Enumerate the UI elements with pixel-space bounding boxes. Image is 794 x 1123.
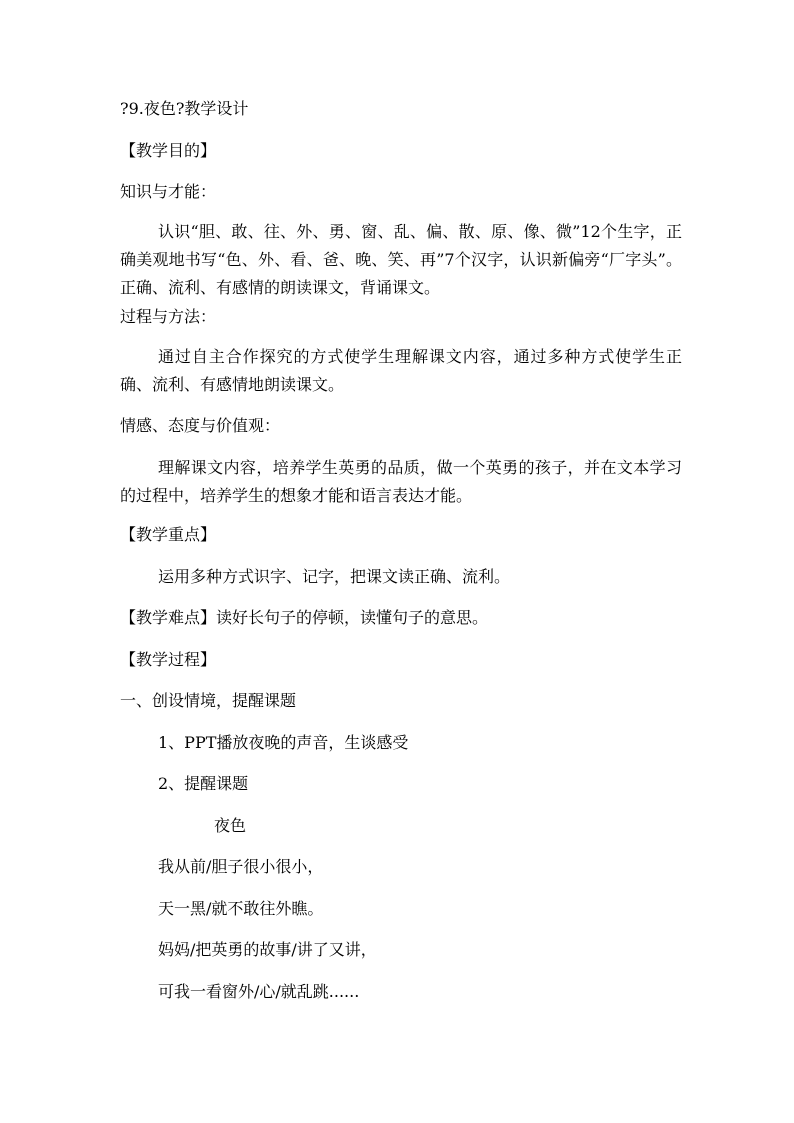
emotion-paragraph: 理解课文内容，培养学生英勇的品质，做一个英勇的孩子，并在文本学习的过程中，培养学生的想象才能和语言表达才能。 xyxy=(120,458,682,505)
sub-step-2: 2、提醒课题 xyxy=(158,774,249,793)
poem-line: 我从前/胆子很小很小， xyxy=(158,857,324,876)
sub-step-1: 1、PPT播放夜晚的声音，生谈感受 xyxy=(158,733,409,752)
document-title: ?9.夜色?教学设计 xyxy=(120,99,249,118)
step-one-heading: 一、创设情境，提醒课题 xyxy=(120,691,297,710)
poem-line: 可我一看窗外/心/就乱跳...... xyxy=(158,982,360,1001)
poem-title: 夜色 xyxy=(214,816,247,835)
knowledge-heading: 知识与才能： xyxy=(120,182,217,201)
poem-line: 天一黑/就不敢往外瞧。 xyxy=(158,899,324,918)
key-points-text: 运用多种方式识字、记字，把课文读正确、流利。 xyxy=(158,567,511,586)
emotion-heading: 情感、态度与价值观： xyxy=(120,416,281,435)
poem-line: 妈妈/把英勇的故事/讲了又讲， xyxy=(158,940,377,959)
process-heading: 过程与方法： xyxy=(120,307,217,326)
knowledge-paragraph: 认识“胆、敢、往、外、勇、窗、乱、偏、散、原、像、微”12个生字，正确美观地书写“色、外、看、爸、晚、笑、再”7个汉字，认识新偏旁“厂字头”。正确、流利、有感情的朗读课文，背诵课文。 xyxy=(120,222,682,297)
process-paragraph: 通过自主合作探究的方式使学生理解课文内容，通过多种方式使学生正确、流利、有感情地朗读课文。 xyxy=(120,347,682,394)
section-heading-objectives: 【教学目的】 xyxy=(120,141,217,160)
difficulty-line: 【教学难点】读好长句子的停顿，读懂句子的意思。 xyxy=(120,608,489,627)
section-heading-key-points: 【教学重点】 xyxy=(120,525,217,544)
section-heading-process: 【教学过程】 xyxy=(120,650,217,669)
